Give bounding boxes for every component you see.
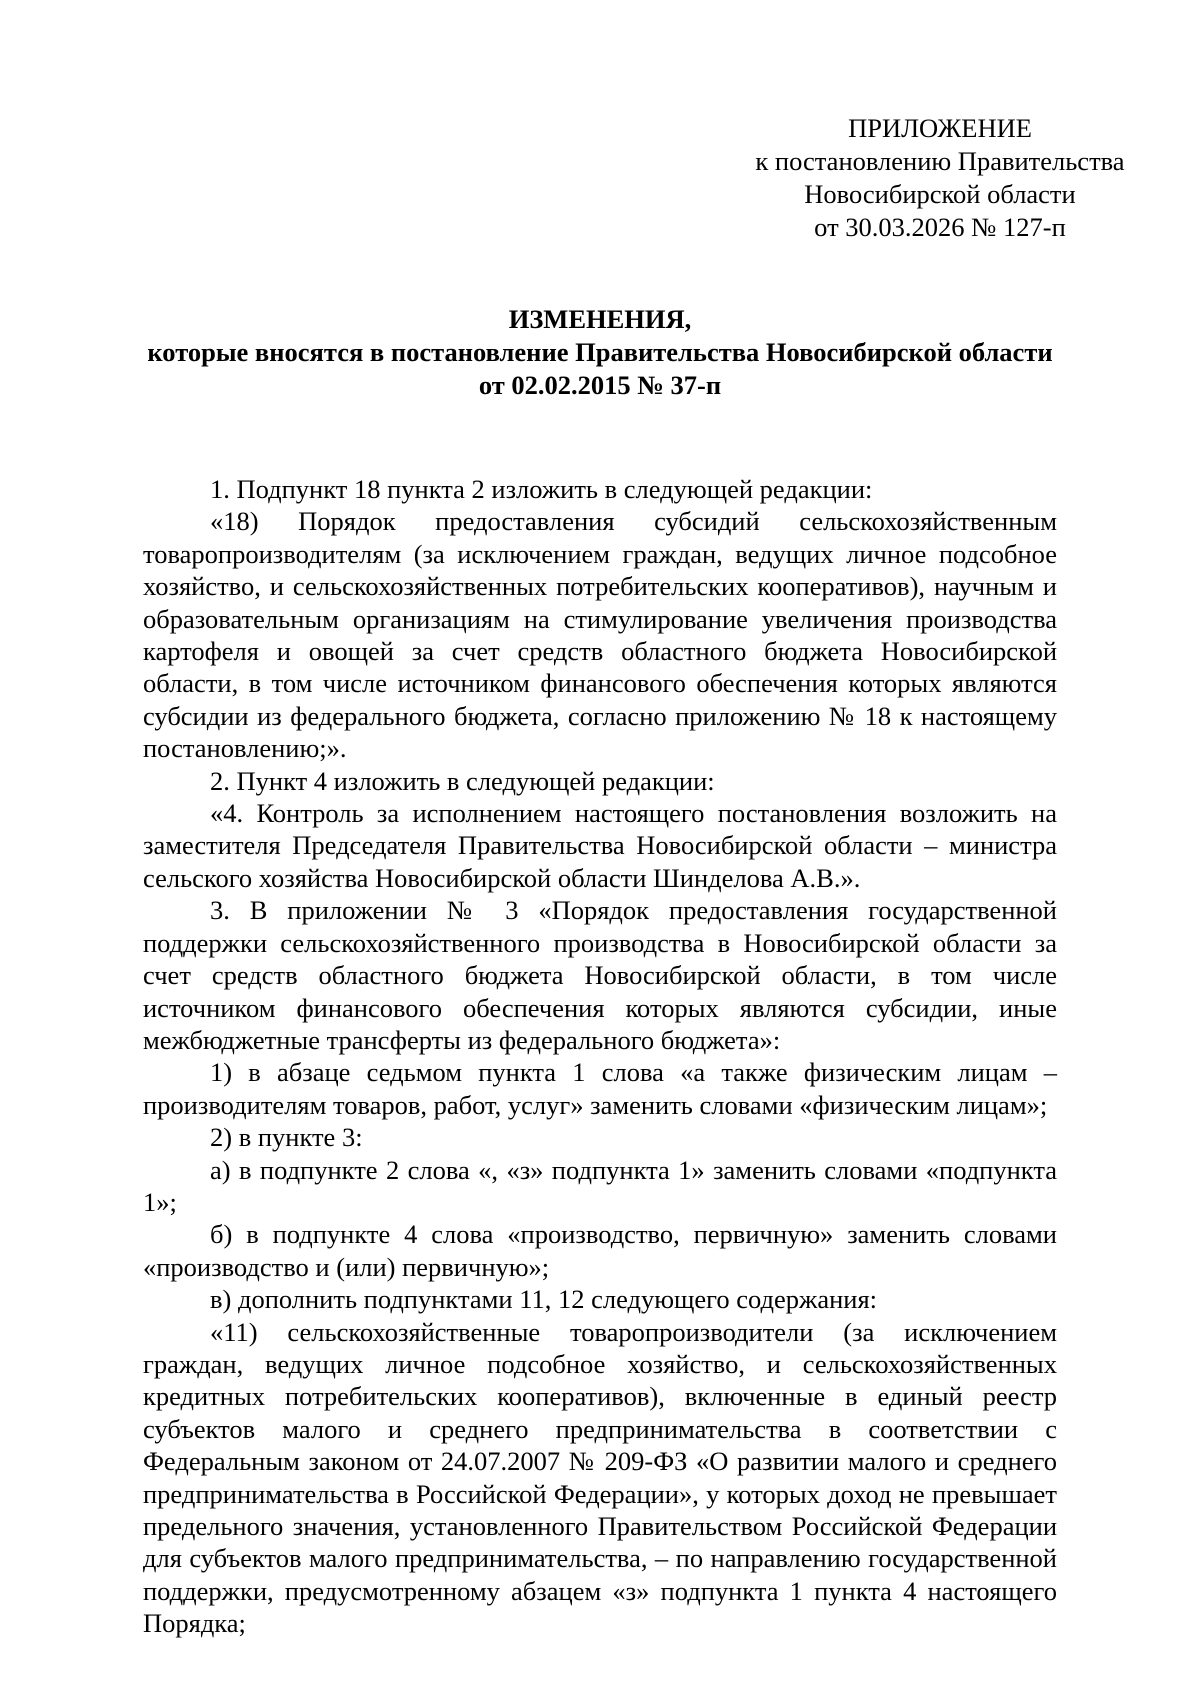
appendix-line-1: к постановлению Правительства <box>755 146 1125 176</box>
document-heading <box>140 303 1060 402</box>
paragraph-5: 3. В приложении № 3 «Порядок предоставления государственной поддержки сельскохозяйственного производства в Новосибирской области за счет средств областного бюджета Новосибирской области, в том числе источником финансового обеспечения которых являются субсидии, иные межбюджетные трансферты из федерального бюджета»: <box>143 895 1057 1055</box>
paragraph-3: 2. Пункт 4 изложить в следующей редакции: <box>210 765 715 796</box>
paragraph-1: 1. Подпункт 18 пункта 2 изложить в следующей редакции: <box>210 474 873 504</box>
heading-title: ИЗМЕНЕНИЯ, <box>508 304 692 334</box>
paragraph-9: б) в подпункте 4 слова «производство, первичную» заменить словами «производство и (или) первичную»; <box>143 1219 1057 1282</box>
appendix-title: ПРИЛОЖЕНИЕ <box>848 113 1032 143</box>
appendix-line-2: Новосибирской области <box>804 179 1076 209</box>
appendix-block <box>700 112 1180 244</box>
heading-date: от 02.02.2015 № 37-п <box>478 370 722 400</box>
heading-subtitle: которые вносятся в постановление Правительства Новосибирской области <box>147 337 1053 367</box>
paragraph-6: 1) в абзаце седьмом пункта 1 слова «а также физическим лицам – производителям товаров, работ, услуг» заменить словами «физическим лицам»; <box>143 1057 1057 1120</box>
paragraph-2: «18) Порядок предоставления субсидий сельскохозяйственным товаропроизводителям (за исключением граждан, ведущих личное подсобное хозяйство, и сельскохозяйственных потребительских кооперативов), научным и образовательным организациям на стимулирование увеличения производства картофеля и овощей за счет средств областного бюджета Новосибирской области, в том числе источником финансового обеспечения которых являются субсидии из федерального бюджета, согласно приложению № 18 к настоящему постановлению;». <box>143 506 1057 764</box>
paragraph-10: в) дополнить подпунктами 11, 12 следующего содержания: <box>210 1284 877 1315</box>
appendix-line-3: от 30.03.2026 № 127-п <box>814 212 1066 242</box>
paragraph-7: 2) в пункте 3: <box>210 1122 363 1153</box>
paragraph-8: а) в подпункте 2 слова «, «з» подпункта 1» заменить словами «подпункта 1»; <box>143 1154 1057 1217</box>
paragraph-4: «4. Контроль за исполнением настоящего постановления возложить на заместителя Председателя Правительства Новосибирской области – министра сельского хозяйства Новосибирской области Шинделова А.В.». <box>143 798 1057 893</box>
document-body <box>143 473 1057 1640</box>
paragraph-11: «11) сельскохозяйственные товаропроизводители (за исключением граждан, ведущих личное подсобное хозяйство, и сельскохозяйственных кредитных потребительских кооперативов), включенные в единый реестр субъектов малого и среднего предпринимательства в соответствии с Федеральным законом от 24.07.2007 № 209-ФЗ «О развитии малого и среднего предпринимательства в Российской Федерации», у которых доход не превышает предельного значения, установленного Правительством Российской Федерации для субъектов малого предпринимательства, – по направлению государственной поддержки, предусмотренному абзацем «з» подпункта 1 пункта 4 настоящего Порядка; <box>143 1316 1057 1639</box>
